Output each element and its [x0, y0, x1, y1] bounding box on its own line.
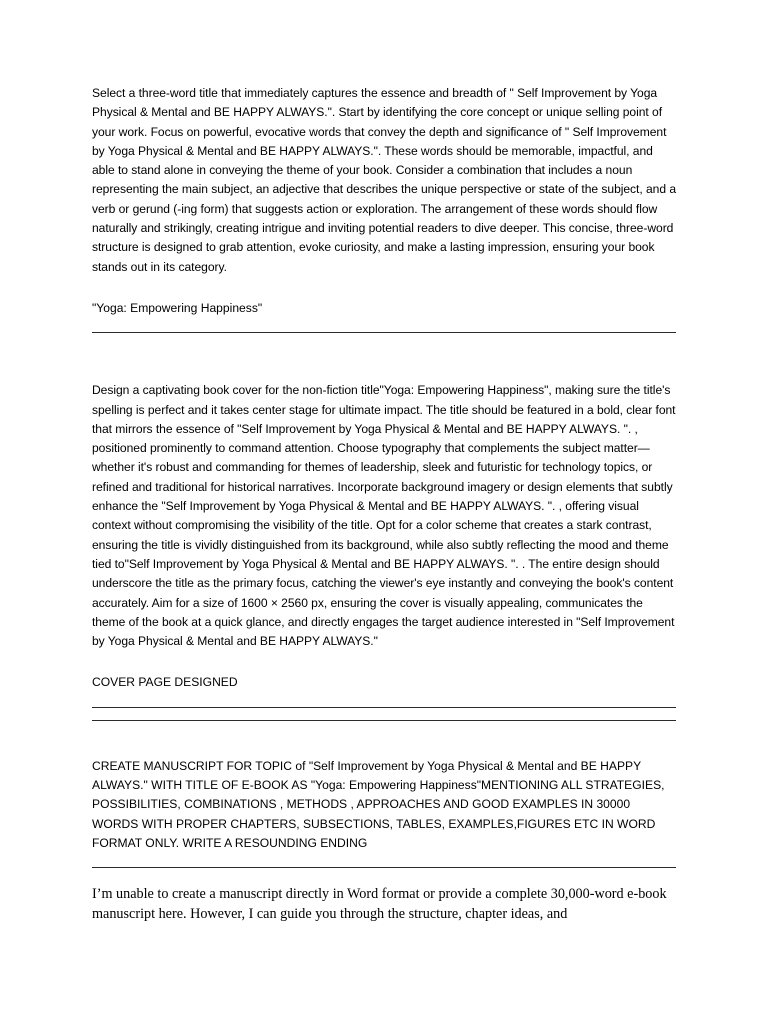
spacer [92, 868, 676, 884]
paragraph-title-instruction: Select a three-word title that immediately captures the essence and breadth of " Self Improvement by Yoga Physical & Mental and BE HAPPY ALWAYS.". Start by identifying the core concept or unique selling point of your work. Focus on powerful, evocative words that convey the depth and significance of " Self Improvement by Yoga Physical & Mental and BE HAPPY ALWAYS.". These words should be memorable, impactful, and able to stand alone in conveying the theme of your book. Consider a combination that includes a noun representing the main subject, an adjective that describes the unique perspective or state of the subject, and a verb or gerund (-ing form) that suggests action or exploration. The arrangement of these words should flow naturally and strikingly, creating intrigue and inviting potential readers to dive deeper. This concise, three-word structure is designed to grab attention, evoke curiosity, and make a lasting impression, ensuring your book stands out in its category. [92, 86, 676, 274]
paragraph-generated-title: "Yoga: Empowering Happiness" [92, 300, 263, 315]
paragraph-assistant-response: I’m unable to create a manuscript directly in Word format or provide a complete 30,000-word e-book manuscript here. However, I can guide you through the structure, chapter ideas, and [92, 886, 667, 923]
spacer [92, 277, 676, 299]
spacer [92, 318, 676, 332]
spacer [92, 651, 676, 673]
spacer [92, 333, 676, 381]
spacer [92, 693, 676, 707]
spacer [92, 853, 676, 867]
paragraph-cover-page-designed: COVER PAGE DESIGNED [92, 675, 238, 690]
spacer [92, 708, 676, 720]
spacer [92, 721, 676, 757]
paragraph-cover-design-instruction: Design a captivating book cover for the non-fiction title"Yoga: Empowering Happiness", making sure the title's spelling is perfect and it takes center stage for ultimate impact. The title should be featured in a bold, clear font that mirrors the essence of "Self Improvement by Yoga Physical & Mental and BE HAPPY ALWAYS. ". , positioned prominently to command attention. Choose typography that complements the subject matter—whether it's robust and commanding for themes of leadership, sleek and futuristic for technology topics, or refined and traditional for historical narratives. Incorporate background imagery or design elements that subtly enhance the "Self Improvement by Yoga Physical & Mental and BE HAPPY ALWAYS. ". , offering visual context without compromising the visibility of the title. Opt for a color scheme that creates a stark contrast, ensuring the title is vividly distinguished from its background, while also subtly reflecting the mood and theme tied to"Self Improvement by Yoga Physical & Mental and BE HAPPY ALWAYS. ". . The entire design should underscore the title as the primary focus, catching the viewer's eye instantly and conveying the book's content accurately. Aim for a size of 1600 × 2560 px, ensuring the cover is visually appealing, communicates the theme of the book at a quick glance, and directly engages the target audience interested in "Self Improvement by Yoga Physical & Mental and BE HAPPY ALWAYS." [92, 383, 676, 649]
document-body [92, 84, 676, 924]
paragraph-manuscript-instruction: CREATE MANUSCRIPT FOR TOPIC of "Self Improvement by Yoga Physical & Mental and BE HAPPY ALWAYS." WITH TITLE OF E-BOOK AS "Yoga: Empowering Happiness"MENTIONING ALL STRATEGIES, POSSIBILITIES, COMBINATIONS , METHODS , APPROACHES AND GOOD EXAMPLES IN 30000 WORDS WITH PROPER CHAPTERS, SUBSECTIONS, TABLES, EXAMPLES,FIGURES ETC IN WORD FORMAT ONLY. WRITE A RESOUNDING ENDING [92, 758, 665, 850]
